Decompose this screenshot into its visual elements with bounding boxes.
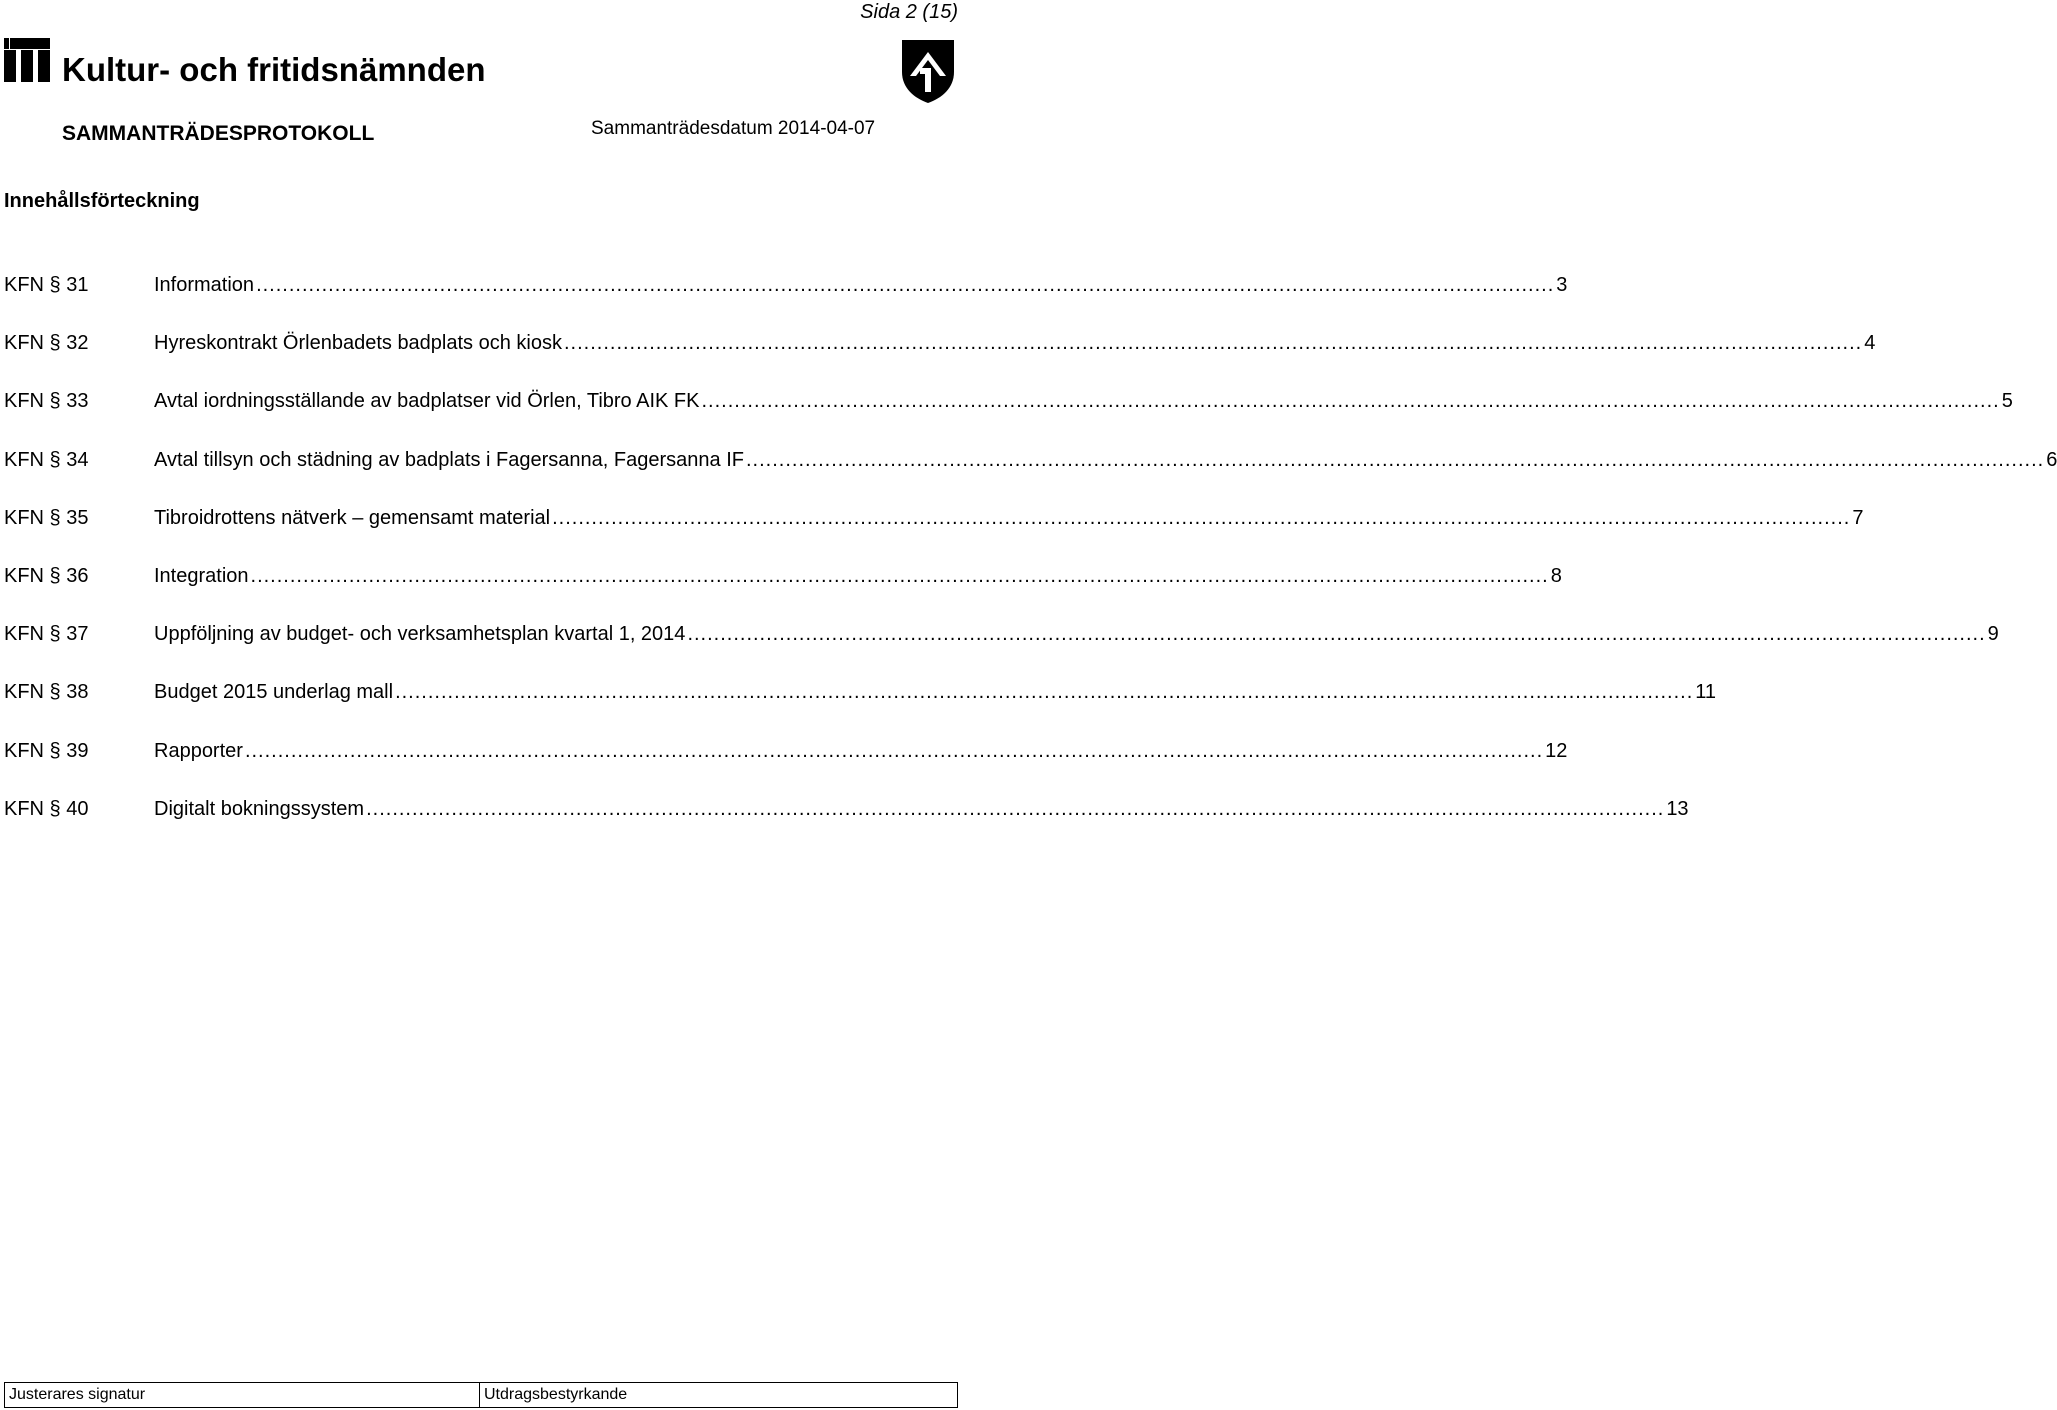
toc-leader-dots: ...................................................................................................................................................................................................... (366, 797, 1665, 820)
toc-entry-title: Hyreskontrakt Örlenbadets badplats och kiosk (154, 332, 562, 355)
toc-leader-dots: ...................................................................................................................................................................................................... (563, 332, 1863, 355)
toc-entry-title: Budget 2015 underlag mall (154, 681, 394, 704)
coat-of-arms-icon (900, 38, 956, 104)
toc-entry-code: KFN § 38 (4, 681, 89, 704)
toc-entry-page: 4 (1864, 332, 1876, 355)
toc-entry-title: Rapporter (154, 739, 243, 762)
toc-leader-dots: ...................................................................................................................................................................................................... (395, 681, 1694, 704)
toc-entry-title: Integration (154, 564, 249, 587)
toc-leader-dots: ...................................................................................................................................................................................................... (745, 448, 2045, 471)
toc-entry-page: 11 (1695, 681, 1717, 704)
toc-entry[interactable] (4, 388, 2013, 446)
toc-entry-page: 6 (2046, 448, 2057, 471)
toc-leader-dots: ...................................................................................................................................................................................................... (256, 274, 1555, 296)
toc-entry-code: KFN § 31 (4, 274, 89, 296)
toc-entry-code: KFN § 39 (4, 739, 89, 762)
toc-entry-title: Information (154, 274, 255, 296)
toc-entry[interactable] (4, 330, 1876, 388)
toc-entry-title: Tibroidrottens nätverk – gemensamt material (154, 506, 551, 529)
toc-entry[interactable] (4, 738, 1568, 796)
toc-entry-code: KFN § 40 (4, 797, 89, 820)
toc-entry-page: 5 (2001, 390, 2013, 413)
toc-entry-code: KFN § 32 (4, 332, 89, 355)
toc-heading: Innehållsförteckning (4, 190, 200, 212)
toc-leader-dots: ...................................................................................................................................................................................................... (701, 390, 2000, 413)
toc-entry[interactable] (4, 563, 1562, 621)
toc-entry[interactable] (4, 621, 1999, 679)
toc-entry-code: KFN § 37 (4, 623, 89, 646)
organization-title: Kultur- och fritidsnämnden (62, 51, 486, 88)
toc-entry-title: Avtal iordningsställande av badplatser vid Örlen, Tibro AIK FK (154, 390, 700, 413)
toc-entry-page: 7 (1852, 506, 1864, 529)
toc-entry[interactable] (4, 505, 1864, 563)
toc-entry[interactable] (4, 272, 1568, 330)
extract-certification-field: Utdragsbestyrkande (484, 1386, 628, 1403)
toc-leader-dots: ...................................................................................................................................................................................................... (244, 739, 1544, 762)
toc-entry-code: KFN § 35 (4, 506, 89, 529)
document-type: SAMMANTRÄDESPROTOKOLL (62, 122, 375, 145)
toc-entry[interactable] (4, 796, 1689, 854)
toc-entry-page: 8 (1550, 564, 1562, 587)
table-of-contents (4, 272, 2057, 854)
toc-entry[interactable] (4, 679, 1717, 737)
toc-entry-page: 12 (1545, 739, 1568, 762)
meeting-date: Sammanträdesdatum 2014-04-07 (591, 118, 876, 139)
toc-entry-code: KFN § 34 (4, 448, 89, 471)
toc-entry-title: Uppföljning av budget- och verksamhetsplan kvartal 1, 2014 (154, 623, 686, 646)
toc-entry-title: Digitalt bokningssystem (154, 797, 365, 820)
reviewer-signature-field: Justerares signatur (5, 1383, 480, 1407)
toc-entry[interactable] (4, 447, 2057, 505)
toc-leader-dots: ...................................................................................................................................................................................................... (250, 564, 1549, 587)
toc-entry-code: KFN § 36 (4, 564, 89, 587)
toc-entry-page: 3 (1556, 274, 1568, 296)
signature-footer (4, 1382, 958, 1408)
toc-entry-page: 9 (1987, 623, 1999, 646)
page-number: Sida 2 (15) (860, 1, 958, 23)
toc-entry-code: KFN § 33 (4, 390, 89, 413)
toc-entry-title: Avtal tillsyn och städning av badplats i Fagersanna, Fagersanna IF (154, 448, 744, 471)
toc-entry-page: 13 (1666, 797, 1689, 820)
municipality-logo-icon (4, 38, 50, 82)
toc-leader-dots: ...................................................................................................................................................................................................... (552, 506, 1851, 529)
toc-leader-dots: ...................................................................................................................................................................................................... (687, 623, 1986, 646)
